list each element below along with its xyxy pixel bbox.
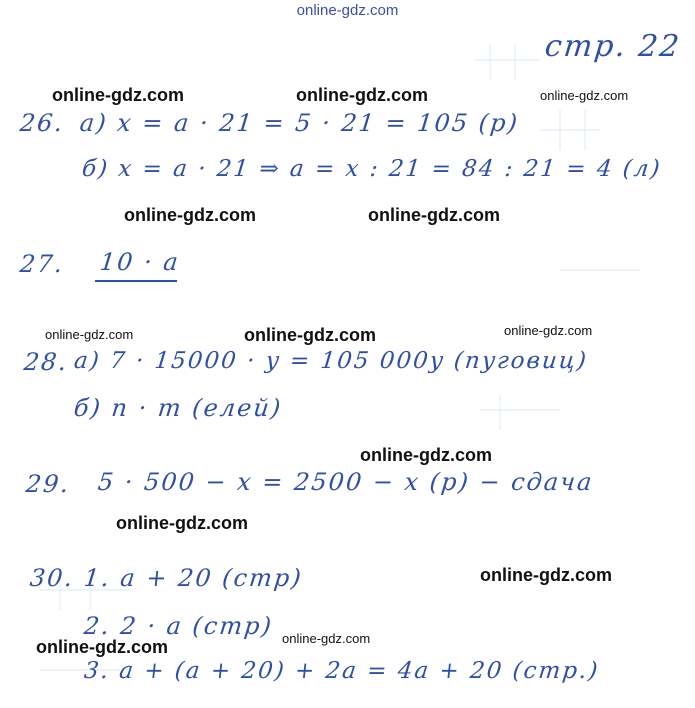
- watermark: online-gdz.com: [540, 88, 629, 103]
- watermark: online-gdz.com: [360, 445, 492, 465]
- watermark: online-gdz.com: [480, 565, 612, 585]
- problem-30-step-3: 3. a + (a + 20) + 2a = 4a + 20 (стр.): [82, 658, 601, 684]
- problem-30-number: 30.: [28, 564, 76, 592]
- problem-29-answer: 5 · 500 − x = 2500 − x (р) − сдача: [96, 468, 595, 496]
- problem-28-part-b: б) n · m (елей): [72, 394, 284, 422]
- problem-26-part-b: б) x = a · 21 ⇒ a = x : 21 = 84 : 21 = 4 (л): [80, 156, 663, 182]
- problem-27-answer: 10 · a: [98, 248, 182, 276]
- watermark: online-gdz.com: [368, 205, 500, 225]
- watermark: online-gdz.com: [244, 325, 376, 345]
- watermark: online-gdz.com: [52, 85, 184, 105]
- page-number-label: стр. 22: [543, 29, 683, 64]
- problem-30-step-2: 2. 2 · a (стр): [82, 612, 275, 640]
- watermark: online-gdz.com: [116, 513, 248, 533]
- problem-28-part-a: а) 7 · 15000 · y = 105 000y (пуговиц): [72, 348, 590, 374]
- problem-30-step-1: 1. a + 20 (стр): [82, 564, 305, 592]
- problem-27-underline: [95, 280, 177, 282]
- problem-28-number: 28.: [22, 348, 70, 376]
- watermark: online-gdz.com: [124, 205, 256, 225]
- watermark: online-gdz.com: [45, 327, 134, 342]
- watermark: online-gdz.com: [296, 85, 428, 105]
- watermark: online-gdz.com: [504, 323, 593, 338]
- site-header-watermark: online-gdz.com: [296, 2, 399, 19]
- problem-27-number: 27.: [18, 250, 66, 278]
- watermark: online-gdz.com: [36, 637, 168, 657]
- problem-26-part-a: а) x = a · 21 = 5 · 21 = 105 (р): [78, 109, 521, 137]
- watermark: online-gdz.com: [282, 631, 371, 646]
- watermark: [600, 692, 607, 693]
- problem-29-number: 29.: [24, 470, 72, 498]
- problem-26-number: 26.: [18, 109, 66, 137]
